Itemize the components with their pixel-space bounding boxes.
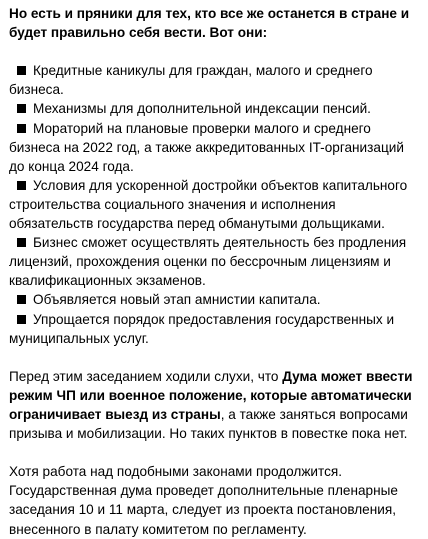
paragraph-gap (9, 42, 420, 61)
black-square-icon (17, 66, 26, 75)
list-item-text: Условия для ускоренной достройки объектов капитального строительства социального значения и исполнения обязательств государства перед обманутыми дольщиками. (9, 177, 408, 232)
list-item-text: Упрощается порядок предоставления государственных и муниципальных услуг. (9, 311, 395, 346)
list-item-text: Механизмы для дополнительной индексации пенсий. (33, 101, 371, 117)
list-item (9, 61, 420, 99)
list-item (9, 290, 420, 309)
rumor-paragraph (9, 367, 420, 443)
post-intro: Но есть и пряники для тех, кто все же останется в стране и будет правильно себя вести. Вот они: (9, 6, 410, 41)
rumor-text-after: , а также заняться вопросами призыва и мобилизации. Но таких пунктов в повестке пока нет. (9, 406, 408, 442)
black-square-icon (17, 104, 26, 113)
list-item-text: Бизнес сможет осуществлять деятельность без продления лицензий, прохождения оценки по бессрочным лицензиям и квалификационных экзаменов. (9, 235, 407, 289)
black-square-icon (17, 238, 26, 247)
benefits-list (9, 61, 420, 347)
list-item-text: Объявляется новый этап амнистии капитала. (33, 292, 321, 308)
list-item-text: Мораторий на плановые проверки малого и среднего бизнеса на 2022 год, а также аккредитованных IT-организаций до конца 2024 года. (9, 120, 404, 174)
list-item-text: Кредитные каникулы для граждан, малого и среднего бизнеса. (9, 63, 373, 98)
list-item (9, 176, 420, 233)
black-square-icon (17, 181, 26, 190)
black-square-icon (17, 315, 26, 324)
black-square-icon (17, 295, 26, 304)
list-item (9, 233, 420, 290)
black-square-icon (17, 124, 26, 133)
list-item (9, 119, 420, 176)
closing-paragraph: Хотя работа над подобными законами продолжится. Государственная дума проведет дополнительные пленарные заседания 10 и 11 марта, следует из проекта постановления, внесенного в палату комитетом по регламенту. (9, 464, 398, 537)
paragraph-gap (9, 443, 420, 462)
rumor-text-before: Перед этим заседанием ходили слухи, что (9, 368, 283, 384)
list-item (9, 99, 420, 118)
list-item (9, 310, 420, 348)
paragraph-gap (9, 348, 420, 367)
rumor-text-bold: Дума может ввести режим ЧП или военное положение, которые автоматически ограничивает выезд из страны (9, 368, 413, 422)
